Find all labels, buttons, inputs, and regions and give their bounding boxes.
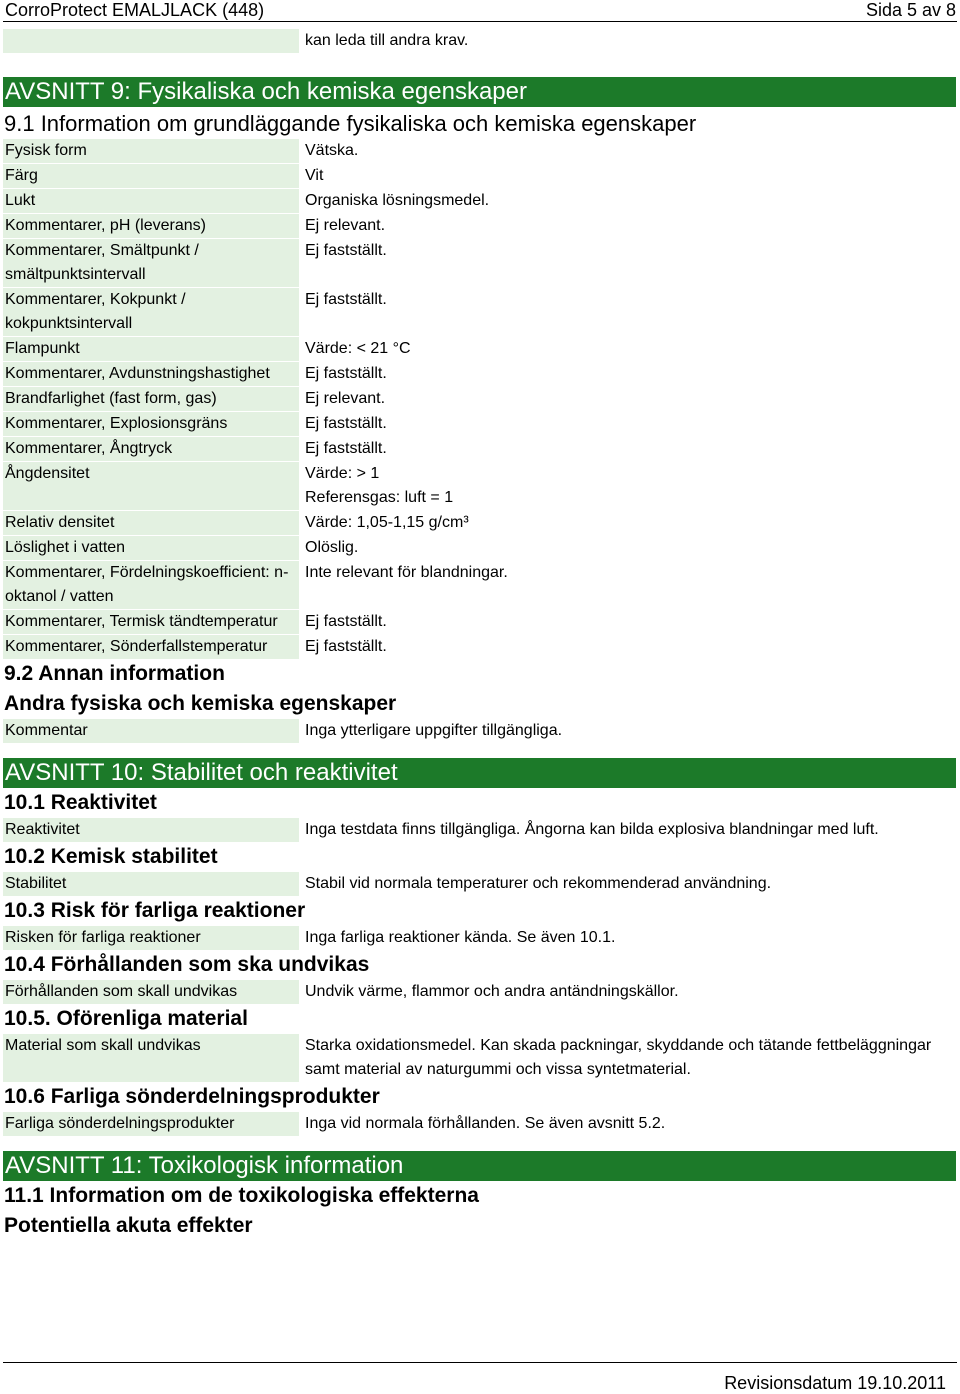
property-value: Starka oxidationsmedel. Kan skada packningar, skyddande och tätande fettbeläggningar samt material av naturgummi och vissa syntetmaterial. — [305, 1037, 932, 1078]
property-value: Stabil vid normala temperaturer och rekommenderad användning. — [305, 875, 772, 892]
property-value: Inga vid normala förhållanden. Se även avsnitt 5.2. — [305, 1115, 666, 1132]
property-value-line: Referensgas: luft = 1 — [305, 489, 454, 506]
page-number: Sida 5 av 8 — [865, 0, 956, 20]
header-rule — [3, 21, 957, 22]
property-row — [0, 561, 960, 609]
property-row — [0, 610, 960, 634]
property-label: Material som skall undvikas — [3, 1034, 299, 1082]
property-label: Förhållanden som skall undvikas — [3, 980, 299, 1004]
subsection-10-4-title: 10.4 Förhållanden som ska undvikas — [4, 953, 370, 976]
property-row — [0, 818, 960, 842]
property-label: Kommentarer, pH (leverans) — [3, 214, 299, 238]
property-row — [0, 214, 960, 238]
property-value: Ej fastställt. — [305, 613, 387, 630]
property-label: Stabilitet — [3, 872, 299, 896]
property-label: Löslighet i vatten — [3, 536, 299, 560]
property-label: Lukt — [3, 189, 299, 213]
document-title: CorroProtect EMALJLACK (448) — [5, 0, 265, 20]
property-row — [0, 288, 960, 336]
property-value: Ej relevant. — [305, 390, 386, 407]
property-value: Inte relevant för blandningar. — [305, 564, 508, 581]
section-9-title: AVSNITT 9: Fysikaliska och kemiska egenskaper — [3, 77, 956, 107]
property-value: Ej relevant. — [305, 217, 386, 234]
property-value: Inga ytterligare uppgifter tillgängliga. — [305, 722, 563, 739]
property-value: Värde: < 21 °C — [305, 340, 411, 357]
property-value: Värde: 1,05-1,15 g/cm³ — [305, 514, 469, 531]
property-label: Kommentarer, Smältpunkt / smältpunktsintervall — [3, 239, 299, 287]
property-row — [0, 29, 960, 53]
property-row — [0, 164, 960, 188]
property-label: Ångdensitet — [3, 462, 299, 510]
property-value: Inga farliga reaktioner kända. Se även 10.1. — [305, 929, 616, 946]
revision-date: Revisionsdatum 19.10.2011 — [724, 1373, 946, 1393]
property-row — [0, 872, 960, 896]
property-row — [0, 635, 960, 659]
property-label: Relativ densitet — [3, 511, 299, 535]
property-label: Kommentarer, Explosionsgräns — [3, 412, 299, 436]
property-value: kan leda till andra krav. — [305, 32, 469, 49]
property-value — [304, 462, 955, 510]
property-value: Ej fastställt. — [305, 365, 387, 382]
subsection-9-1-text: 9.1 Information om grundläggande fysikaliska och kemiska egenskaper — [4, 111, 697, 136]
property-label: Kommentarer, Fördelningskoefficient: n-oktanol / vatten — [3, 561, 299, 609]
property-row — [0, 1112, 960, 1136]
property-row — [0, 437, 960, 461]
subsection-10-1-title: 10.1 Reaktivitet — [4, 791, 157, 814]
section-11-title: AVSNITT 11: Toxikologisk information — [3, 1151, 956, 1181]
page-header — [0, 0, 960, 22]
subsection-10-6-title: 10.6 Farliga sönderdelningsprodukter — [4, 1085, 380, 1108]
property-label: Fysisk form — [3, 139, 299, 163]
property-row — [0, 719, 960, 743]
property-value: Ej fastställt. — [305, 291, 387, 308]
property-row — [0, 926, 960, 950]
property-label: Brandfarlighet (fast form, gas) — [3, 387, 299, 411]
property-value: Ej fastställt. — [305, 415, 387, 432]
property-row — [0, 239, 960, 287]
acute-effects-title: Potentiella akuta effekter — [4, 1214, 253, 1237]
property-label — [3, 29, 299, 53]
property-label: Kommentarer, Sönderfallstemperatur — [3, 635, 299, 659]
property-row — [0, 462, 960, 510]
subsection-10-2-title: 10.2 Kemisk stabilitet — [4, 845, 218, 868]
footer-rule — [3, 1362, 957, 1363]
property-value: Ej fastställt. — [305, 440, 387, 457]
other-properties-title: Andra fysiska och kemiska egenskaper — [4, 692, 397, 715]
property-value: Undvik värme, flammor och andra antändningskällor. — [305, 983, 679, 1000]
property-row — [0, 412, 960, 436]
property-row — [0, 139, 960, 163]
property-label: Kommentar — [3, 719, 299, 743]
subsection-9-2-title: 9.2 Annan information — [4, 662, 225, 685]
document-body — [0, 29, 960, 1241]
property-label: Kommentarer, Ångtryck — [3, 437, 299, 461]
property-value: Olöslig. — [305, 539, 359, 556]
property-label: Flampunkt — [3, 337, 299, 361]
section-10-title: AVSNITT 10: Stabilitet och reaktivitet — [3, 758, 956, 788]
property-label: Färg — [3, 164, 299, 188]
property-value: Vit — [305, 167, 324, 184]
property-label: Kommentarer, Termisk tändtemperatur — [3, 610, 299, 634]
property-row — [0, 387, 960, 411]
subsection-10-3-title: 10.3 Risk för farliga reaktioner — [4, 899, 306, 922]
subsection-11-1-title: 11.1 Information om de toxikologiska effekterna — [4, 1184, 479, 1207]
property-value: Organiska lösningsmedel. — [305, 192, 490, 209]
subsection-10-5-title: 10.5. Oförenliga material — [4, 1007, 248, 1030]
property-value: Ej fastställt. — [305, 242, 387, 259]
property-label: Farliga sönderdelningsprodukter — [3, 1112, 299, 1136]
property-row — [0, 536, 960, 560]
property-value-line: Värde: > 1 — [305, 465, 380, 482]
subsection-9-1-title — [4, 109, 960, 139]
property-row — [0, 980, 960, 1004]
property-row — [0, 189, 960, 213]
property-label: Kommentarer, Kokpunkt / kokpunktsintervall — [3, 288, 299, 336]
property-row — [0, 362, 960, 386]
property-row — [0, 337, 960, 361]
property-label: Kommentarer, Avdunstningshastighet — [3, 362, 299, 386]
property-value: Ej fastställt. — [305, 638, 387, 655]
property-label: Risken för farliga reaktioner — [3, 926, 299, 950]
property-row — [0, 1034, 960, 1082]
property-row — [0, 511, 960, 535]
property-value: Inga testdata finns tillgängliga. Ångorna kan bilda explosiva blandningar med luft. — [305, 821, 879, 838]
property-label: Reaktivitet — [3, 818, 299, 842]
property-value: Vätska. — [305, 142, 359, 159]
